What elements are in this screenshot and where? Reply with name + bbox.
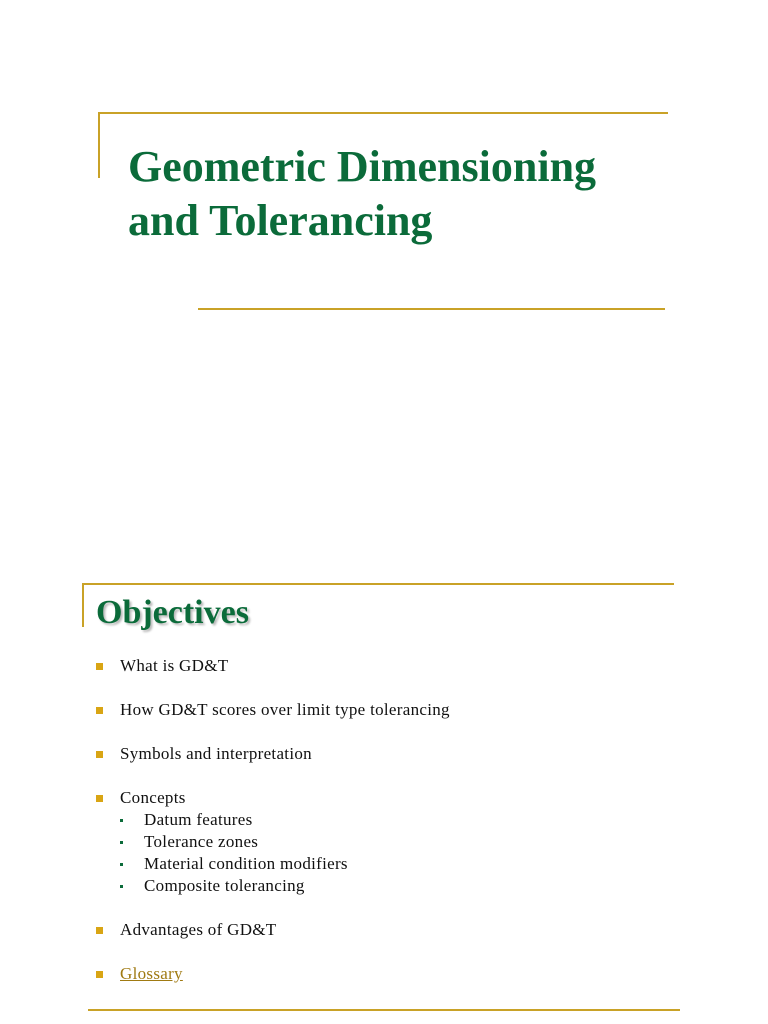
concepts-sublist [120, 809, 716, 897]
objective-item [96, 699, 716, 721]
slide-title-line-1: Geometric Dimensioning [128, 142, 597, 191]
slide-title-line-2: and Tolerancing [128, 196, 433, 245]
square-bullet-icon [96, 971, 103, 978]
small-bullet-icon [120, 819, 123, 822]
concept-item [120, 809, 716, 831]
concept-item [120, 831, 716, 853]
objective-item [96, 655, 716, 677]
objectives-heading: Objectives [96, 594, 249, 631]
square-bullet-icon [96, 751, 103, 758]
title-slide-left-rule [98, 112, 100, 178]
slide-title [128, 140, 688, 248]
objective-item [96, 919, 716, 941]
objective-item [96, 743, 716, 765]
objectives-slide-bottom-rule [88, 1009, 680, 1011]
concept-item [120, 853, 716, 875]
glossary-link[interactable]: Glossary [120, 964, 183, 983]
concept-label: Material condition modifiers [144, 854, 348, 873]
objectives-list [96, 655, 716, 1007]
square-bullet-icon [96, 795, 103, 802]
concept-label: Tolerance zones [144, 832, 259, 851]
title-slide-top-rule [98, 112, 668, 114]
objective-item [96, 787, 716, 897]
title-slide-bottom-rule [198, 308, 665, 310]
objective-item [96, 963, 716, 985]
objective-label: Advantages of GD&T [120, 920, 277, 939]
square-bullet-icon [96, 663, 103, 670]
objectives-slide-left-rule [82, 583, 84, 627]
concept-label: Datum features [144, 810, 253, 829]
objective-label: Concepts [120, 788, 186, 807]
square-bullet-icon [96, 707, 103, 714]
small-bullet-icon [120, 841, 123, 844]
square-bullet-icon [96, 927, 103, 934]
objective-label: How GD&T scores over limit type tolerancing [120, 700, 450, 719]
objectives-slide-top-rule [82, 583, 674, 585]
small-bullet-icon [120, 863, 123, 866]
objective-label: Symbols and interpretation [120, 744, 312, 763]
concept-item [120, 875, 716, 897]
objective-label: What is GD&T [120, 656, 229, 675]
small-bullet-icon [120, 885, 123, 888]
concept-label: Composite tolerancing [144, 876, 305, 895]
